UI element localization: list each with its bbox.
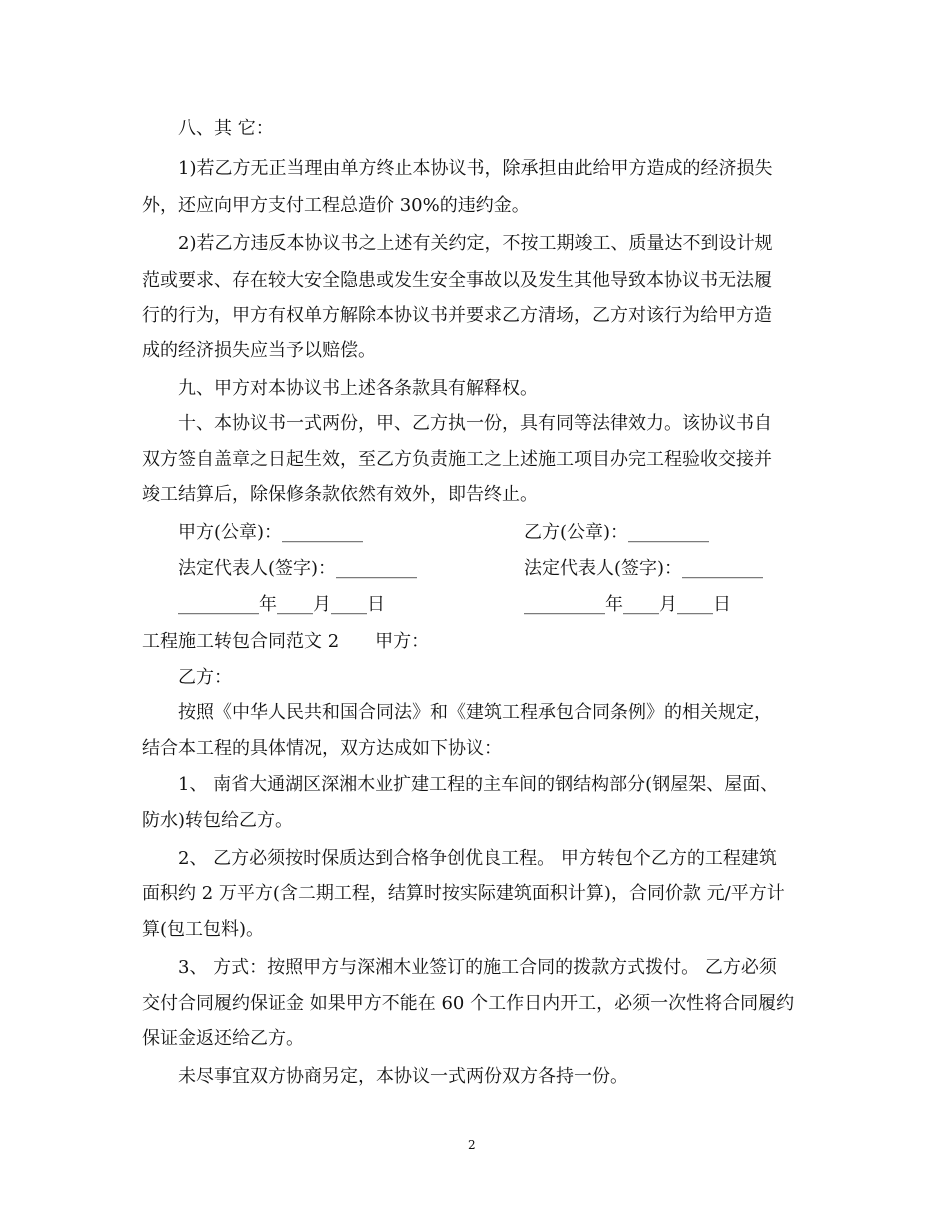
party-a-representative-field: 法定代表人(签字)：_________ (178, 558, 418, 579)
paragraph-line: 算(包工包料)。 (142, 919, 265, 940)
party-b-date-field: _________年____月____日 (524, 594, 731, 615)
paragraph-line: 面积约 2 万平方(含二期工程，结算时按实际建筑面积计算)，合同价款 元/平方计 (142, 883, 785, 904)
paragraph-line: 未尽事宜双方协商另定，本协议一式两份双方各持一份。 (178, 1066, 628, 1087)
party-a-seal-field: 甲方(公章)：_________ (178, 522, 364, 543)
paragraph-line: 防水)转包给乙方。 (142, 810, 294, 831)
party-b-representative-field: 法定代表人(签字)：_________ (524, 558, 764, 579)
paragraph-line: 交付合同履约保证金 如果甲方不能在 60 个工作日内开工，必须一次性将合同履约 (142, 993, 795, 1014)
party-b-seal-field: 乙方(公章)：_________ (524, 522, 710, 543)
paragraph-line: 乙方： (178, 667, 232, 688)
section-heading: 八、其 它： (178, 118, 274, 139)
paragraph-line: 十、本协议书一式两份，甲、乙方执一份，具有同等法律效力。该协议书自 (178, 413, 772, 434)
paragraph-line: 按照《中华人民共和国合同法》和《建筑工程承包合同条例》的相关规定， (178, 702, 772, 723)
paragraph-line: 3、 方式：按照甲方与深湘木业签订的施工合同的拨款方式拨付。 乙方必须 (178, 957, 777, 978)
paragraph-line: 1)若乙方无正当理由单方终止本协议书，除承担由此给甲方造成的经济损失 (178, 158, 773, 179)
paragraph-line: 九、甲方对本协议书上述各条款具有解释权。 (178, 378, 538, 399)
paragraph-line: 2、 乙方必须按时保质达到合格争创优良工程。 甲方转包个乙方的工程建筑 (178, 848, 777, 869)
paragraph-line: 成的经济损失应当予以赔偿。 (142, 340, 376, 361)
party-a-date-field: _________年____月____日 (178, 594, 385, 615)
paragraph-line: 保证金返还给乙方。 (142, 1028, 304, 1049)
paragraph-line: 2)若乙方违反本协议书之上述有关约定，不按工期竣工、质量达不到设计规 (178, 233, 773, 254)
paragraph-line: 外，还应向甲方支付工程总造价 30%的违约金。 (142, 195, 530, 216)
paragraph-line: 双方签自盖章之日起生效，至乙方负责施工之上述施工项目办完工程验收交接并 (142, 449, 772, 470)
paragraph-line: 结合本工程的具体情况，双方达成如下协议： (142, 738, 502, 759)
paragraph-line: 1、 南省大通湖区深湘木业扩建工程的主车间的钢结构部分(钢屋架、屋面、 (178, 774, 779, 795)
paragraph-line: 范或要求、存在较大安全隐患或发生安全事故以及发生其他导致本协议书无法履 (142, 270, 772, 291)
page-number: 2 (468, 1138, 476, 1152)
paragraph-line: 竣工结算后，除保修条款依然有效外，即告终止。 (142, 484, 538, 505)
paragraph-line: 行的行为，甲方有权单方解除本协议书并要求乙方清场，乙方对该行为给甲方造 (142, 305, 772, 326)
document-title: 工程施工转包合同范文 2 甲方： (142, 631, 430, 652)
